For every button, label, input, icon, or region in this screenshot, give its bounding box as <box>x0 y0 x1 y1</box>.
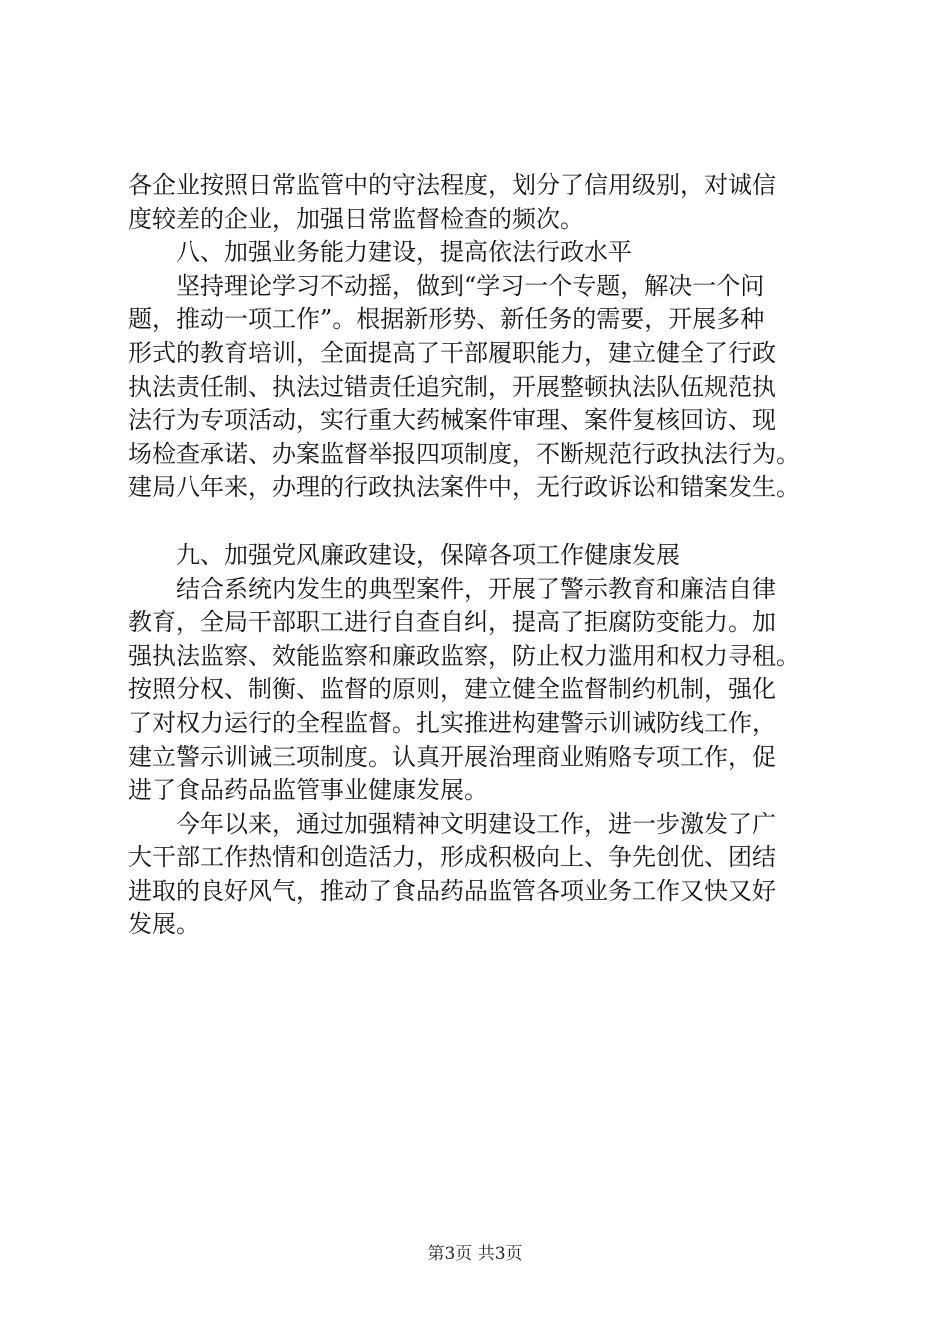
paragraph-line: 结合系统内发生的典型案件，开展了警示教育和廉洁自律 <box>176 574 776 603</box>
paragraph-line: 了对权力运行的全程监督。扎实推进构建警示训诫防线工作， <box>128 708 776 737</box>
page-footer <box>0 1242 950 1266</box>
paragraph-line: 度较差的企业，加强日常监督检查的频次。 <box>128 204 584 233</box>
paragraph-line: 发展。 <box>128 910 200 939</box>
paragraph-line: 题，推动一项工作”。根据新形势、新任务的需要，开展多种 <box>128 305 765 334</box>
page-number-label: 第3页 共3页 <box>427 1244 523 1264</box>
document-body <box>128 169 848 942</box>
paragraph-line: 进取的良好风气，推动了食品药品监管各项业务工作又快又好 <box>128 876 776 905</box>
paragraph-line: 各企业按照日常监管中的守法程度，划分了信用级别，对诚信 <box>128 171 776 199</box>
paragraph-line: 建局八年来，办理的行政执法案件中，无行政诉讼和错案发生。 <box>128 473 800 502</box>
paragraph-line: 法行为专项活动，实行重大药械案件审理、案件复核回访、现 <box>128 406 776 435</box>
paragraph-line: 强执法监察、效能监察和廉政监察，防止权力滥用和权力寻租。 <box>128 641 800 670</box>
paragraph-line: 进了食品药品监管事业健康发展。 <box>128 776 488 805</box>
paragraph-line: 执法责任制、执法过错责任追究制，开展整顿执法队伍规范执 <box>128 372 776 401</box>
paragraph-line: 大干部工作热情和创造活力，形成积极向上、争先创优、团结 <box>128 843 776 872</box>
paragraph-line: 教育，全局干部职工进行自查自纠，提高了拒腐防变能力。加 <box>128 608 776 637</box>
section-heading-8: 八、加强业务能力建设，提高依法行政水平 <box>176 238 632 267</box>
paragraph-line: 形式的教育培训，全面提高了干部履职能力，建立健全了行政 <box>128 338 776 367</box>
section-heading-9: 九、加强党风廉政建设，保障各项工作健康发展 <box>176 540 680 569</box>
paragraph-line: 今年以来，通过加强精神文明建设工作，进一步激发了广 <box>176 809 776 838</box>
paragraph-line: 建立警示训诫三项制度。认真开展治理商业贿赂专项工作，促 <box>128 742 776 771</box>
paragraph-line: 按照分权、制衡、监督的原则，建立健全监督制约机制，强化 <box>128 675 776 704</box>
paragraph-line: 坚持理论学习不动摇，做到“学习一个专题，解决一个问 <box>176 271 765 300</box>
paragraph-line: 场检查承诺、办案监督举报四项制度，不断规范行政执法行为。 <box>128 439 800 468</box>
paragraph-gap <box>128 505 848 539</box>
